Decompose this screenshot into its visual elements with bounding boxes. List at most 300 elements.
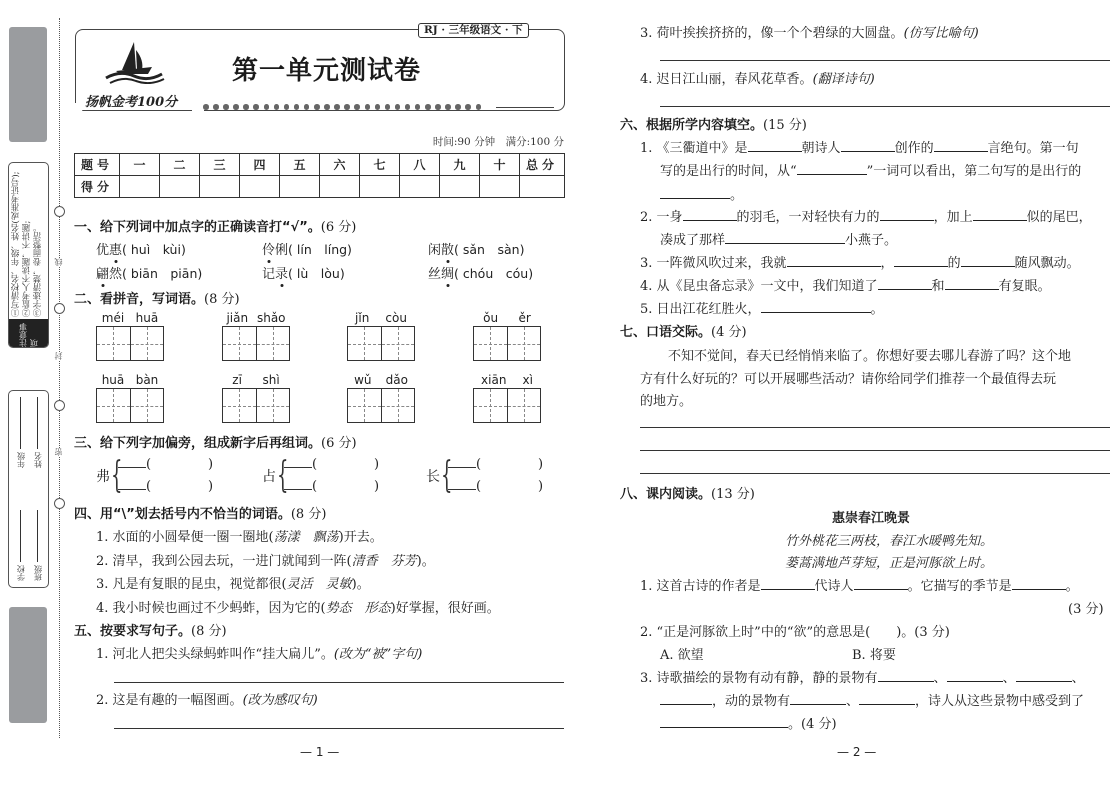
- radical-answer-row[interactable]: [448, 478, 543, 494]
- info-column-right: [31, 397, 45, 581]
- item-text: 这是有趣的一幅图画。: [112, 693, 243, 708]
- fill-blank[interactable]: [761, 577, 815, 590]
- pinyin-syllable: méi: [101, 311, 125, 325]
- separator: 、: [1002, 671, 1016, 686]
- radical-answer-row[interactable]: [118, 478, 213, 494]
- notice-item: ②监考人不读题，不讲题;: [22, 220, 32, 317]
- sentence-item: [96, 643, 422, 662]
- fill-text: 小燕子。: [845, 233, 898, 248]
- pinyin-label: [347, 310, 415, 326]
- item-number: 2.: [96, 554, 109, 569]
- item-text-end: )开去。: [338, 530, 383, 545]
- fill-item-2-cont: [660, 229, 897, 248]
- fill-blank[interactable]: [854, 577, 908, 590]
- time-score-info: 时间:90 分钟 满分:100 分: [432, 136, 564, 148]
- item-text: 荷叶挨挨挤挤的，像一个个碧绿的大圆盘。: [656, 26, 904, 41]
- pinyin-label: [347, 372, 415, 388]
- grade-subject-tag: RJ · 三年级语文 · 下: [418, 23, 529, 38]
- item-hint: (仿写比喻句): [903, 26, 979, 41]
- score-table: [74, 153, 565, 198]
- paren-close: ): [374, 457, 380, 472]
- brace-icon: {: [441, 455, 453, 496]
- fill-text: 凑成了那样: [660, 233, 726, 248]
- fill-text: ”一词可以看出，第二句写的是出行的: [866, 164, 1082, 179]
- pronunciation-item: [428, 239, 524, 258]
- fill-blank[interactable]: [761, 300, 871, 313]
- item-text-end: )好掌握，很好画。: [390, 601, 500, 616]
- sentence-item: [640, 22, 979, 41]
- fill-blank[interactable]: [934, 139, 988, 152]
- section-points: (4 分): [711, 325, 747, 340]
- fill-blank[interactable]: [1012, 577, 1066, 590]
- name-field[interactable]: [33, 397, 44, 468]
- section-points: (13 分): [711, 487, 755, 502]
- reading-q3: [640, 667, 1085, 686]
- paren-open: (: [146, 479, 152, 494]
- row-label-score: 得分: [75, 176, 120, 198]
- binding-hole-circle: [54, 400, 65, 411]
- fill-text: 。: [730, 188, 744, 203]
- sailboat-logo-icon: [100, 40, 170, 84]
- word-choices[interactable]: 势态 形态: [325, 601, 391, 616]
- cut-label-mi: 密: [54, 448, 63, 456]
- paren-open: (: [476, 457, 482, 472]
- word-choices[interactable]: 清香 芬芳: [351, 554, 417, 569]
- fill-blank[interactable]: [894, 254, 948, 267]
- item-text: 清早，我到公园去玩，一进门就闻到一阵(: [112, 554, 352, 569]
- pinyin-choices[interactable]: ( lù lòu): [288, 266, 345, 281]
- option-a[interactable]: A. 欲望: [660, 648, 704, 663]
- item-hint: (改为感叹句): [242, 693, 318, 708]
- fill-blank[interactable]: [880, 208, 934, 221]
- binding-cut-line: [59, 18, 60, 738]
- word-char: 俐: [275, 243, 289, 258]
- class-label: 班级: [33, 565, 43, 581]
- fill-text: 有复眼。: [998, 279, 1051, 294]
- answer-line[interactable]: [640, 473, 1110, 474]
- section-points: (8 分): [204, 292, 240, 307]
- fill-blank[interactable]: [725, 231, 845, 244]
- pinyin-label: [222, 310, 290, 326]
- writing-grid[interactable]: [222, 326, 290, 361]
- brand-underline: [82, 110, 192, 111]
- item-text: 河北人把尖头绿蚂蚱叫作“挂大扁儿”。: [112, 647, 334, 662]
- pinyin-syllable: huā: [101, 373, 125, 387]
- dotted-char: 散: [441, 239, 454, 258]
- pinyin-syllable: jǐn: [355, 311, 370, 325]
- radical-item: [96, 456, 216, 496]
- pinyin-label: [96, 310, 164, 326]
- pinyin-syllable: jiǎn: [226, 311, 249, 325]
- poem-line: 蒌蒿满地芦芽短，正是河豚欲上时。: [785, 556, 994, 571]
- fill-text: 3. 诗歌描绘的景物有动有静，静的景物有: [640, 671, 878, 686]
- score-cell[interactable]: [400, 176, 440, 198]
- section-2-heading: [74, 288, 240, 307]
- pinyin-word-group: [347, 310, 415, 361]
- fill-item-4: [640, 275, 1051, 294]
- fill-text: ，加上: [933, 210, 973, 225]
- pronunciation-item: [96, 263, 202, 282]
- paren-close: ): [374, 479, 380, 494]
- score-cell[interactable]: [200, 176, 240, 198]
- oral-prompt-line: 的地方。: [640, 394, 693, 409]
- item-hint: (改为“被”字句): [333, 647, 423, 662]
- paren-close: ): [208, 457, 214, 472]
- fill-item-1-cont: [660, 184, 743, 203]
- section-points: (15 分): [763, 118, 807, 133]
- item-text: 凡是有复眼的昆虫，视觉都很(: [112, 577, 287, 592]
- pinyin-syllable: xì: [522, 373, 533, 387]
- page-number-2: — 2 —: [837, 745, 877, 759]
- col-header: 一: [120, 154, 160, 176]
- item-number: 3.: [640, 26, 653, 41]
- score-cell[interactable]: [280, 176, 320, 198]
- answer-line[interactable]: [640, 427, 1110, 428]
- radical-item: [262, 456, 382, 496]
- paren-open: (: [312, 457, 318, 472]
- paren-close: ): [208, 479, 214, 494]
- word-char: 优: [96, 243, 110, 258]
- brace-icon: {: [111, 455, 123, 496]
- reading-q3-cont: [660, 690, 1084, 709]
- item-text-end: )。: [351, 577, 370, 592]
- fill-text: 1. 《三衢道中》是: [640, 141, 748, 156]
- fill-blank[interactable]: [660, 715, 788, 728]
- pinyin-word-group: [473, 310, 541, 361]
- fill-text: 创作的: [894, 141, 934, 156]
- item-hint: (翻译诗句): [812, 72, 875, 87]
- item-number: 1.: [96, 530, 109, 545]
- pinyin-choices[interactable]: ( lín líng): [288, 242, 352, 257]
- radical-answer-row[interactable]: [448, 456, 543, 472]
- pinyin-label: [96, 372, 164, 388]
- col-header: 五: [280, 154, 320, 176]
- item-text: 水面的小圆晕便一圈一圈地(: [112, 530, 274, 545]
- poem-title: 惠崇春江晚景: [832, 511, 911, 526]
- notice-item: ③字迹清楚，卷面整洁。: [33, 223, 43, 317]
- score-cell[interactable]: [440, 176, 480, 198]
- score-cell[interactable]: [480, 176, 520, 198]
- choice-item: [96, 597, 500, 616]
- col-header: 九: [440, 154, 480, 176]
- decorative-dots: [203, 104, 481, 110]
- item-number: 4.: [640, 72, 653, 87]
- fill-blank[interactable]: [660, 692, 712, 705]
- dotted-char: 绸: [441, 263, 454, 282]
- oral-prompt-line: 方有什么好玩的？可以开展哪些活动？请你给同学们推荐一个最值得去玩: [640, 372, 1057, 387]
- fill-text: 似的尾巴，: [1026, 210, 1092, 225]
- binding-hole-circle: [54, 303, 65, 314]
- section-points: (8 分): [290, 507, 327, 522]
- sentence-item: [96, 689, 318, 708]
- radical-answer-row[interactable]: [284, 478, 379, 494]
- reading-q1: [640, 575, 1079, 594]
- class-field[interactable]: [33, 510, 44, 581]
- base-char: 占: [262, 469, 276, 485]
- pinyin-choices[interactable]: ( chóu cóu): [454, 266, 534, 281]
- pinyin-syllable: ěr: [518, 311, 531, 325]
- sentence-item: [640, 68, 875, 87]
- reading-q1-points: (3 分): [1068, 602, 1104, 617]
- word-char: 闲: [428, 243, 442, 258]
- reading-q2: 2. “正是河豚欲上时”中的“欲”的意思是( )。(3 分): [640, 625, 950, 640]
- item-text-end: )。: [416, 554, 435, 569]
- pronunciation-item: [428, 263, 533, 282]
- name-label: 姓名: [33, 452, 43, 468]
- section-points: (6 分): [320, 220, 357, 235]
- fill-blank[interactable]: [973, 208, 1027, 221]
- section-1-heading: [74, 216, 356, 235]
- pinyin-choices[interactable]: ( huì kùi): [122, 242, 186, 257]
- info-column-left: [14, 397, 28, 581]
- pinyin-word-group: [222, 372, 290, 423]
- section-title: 五、按要求写句子。: [74, 624, 192, 639]
- fill-blank[interactable]: [878, 277, 932, 290]
- fill-text: 1. 这首古诗的作者是: [640, 579, 761, 594]
- word-char: 丝: [428, 267, 442, 282]
- answer-line[interactable]: [660, 60, 1110, 61]
- writing-grid[interactable]: [96, 388, 164, 423]
- separator: 、: [1071, 671, 1085, 686]
- pinyin-syllable: ǒu: [483, 311, 499, 325]
- fill-blank[interactable]: [660, 186, 730, 199]
- base-char: 弗: [96, 469, 110, 485]
- fill-blank[interactable]: [947, 669, 1003, 682]
- binding-hole-circle: [54, 206, 65, 217]
- item-number: 1.: [96, 647, 109, 662]
- pronunciation-item: [96, 239, 186, 258]
- section-6-heading: [620, 114, 807, 133]
- fill-item-1-cont: [660, 160, 1081, 179]
- fill-item-5: [640, 298, 884, 317]
- fill-text: 写的是出行的时间，从“: [660, 164, 797, 179]
- score-cell[interactable]: [120, 176, 160, 198]
- answer-line[interactable]: [660, 106, 1110, 107]
- word-char: 记: [262, 267, 276, 282]
- fill-text: ，动的景物有: [712, 694, 791, 709]
- section-4-heading: [74, 503, 326, 522]
- word-choices[interactable]: 荡漾 飘荡: [273, 530, 339, 545]
- section-title: 一、给下列词中加点字的正确读音打“√”。: [74, 220, 321, 235]
- pinyin-choices[interactable]: ( sǎn sàn): [454, 242, 525, 257]
- choice-item: [96, 526, 383, 545]
- paren-open: (: [476, 479, 482, 494]
- cut-label-feng: 封: [54, 352, 63, 360]
- fill-item-2: [640, 206, 1092, 225]
- fill-text: ，诗人从这些景物中感受到了: [915, 694, 1085, 709]
- fill-text: 代诗人: [814, 579, 854, 594]
- fill-text: 4. 从《昆虫备忘录》一文中，我们知道了: [640, 279, 878, 294]
- poem-line: 竹外桃花三两枝，春江水暖鸭先知。: [785, 534, 994, 549]
- pronunciation-item: [262, 239, 352, 258]
- section-3-heading: [74, 432, 357, 451]
- row-label-question-number: 题号: [75, 154, 120, 176]
- fill-blank[interactable]: [790, 692, 846, 705]
- fill-text: 言绝句。第一句: [987, 141, 1079, 156]
- exam-notice-box: [8, 162, 49, 348]
- pinyin-syllable: shì: [262, 373, 280, 387]
- writing-grid[interactable]: [347, 326, 415, 361]
- radical-answer-row[interactable]: [284, 456, 379, 472]
- score-cell[interactable]: [240, 176, 280, 198]
- choice-item: [96, 550, 435, 569]
- notice-title: 注意事项: [9, 319, 48, 347]
- fill-text: 的羽毛，一对轻快有力的: [736, 210, 880, 225]
- fill-text: 的: [947, 256, 961, 271]
- paren-open: (: [312, 479, 318, 494]
- section-title: 八、课内阅读。: [620, 487, 712, 502]
- item-number: 4.: [96, 601, 109, 616]
- score-cell[interactable]: [360, 176, 400, 198]
- item-number: 2.: [96, 693, 109, 708]
- dotted-char: 录: [275, 263, 288, 282]
- binding-gray-block-top: [9, 27, 47, 142]
- pinyin-label: [473, 310, 541, 326]
- section-7-heading: [620, 321, 747, 340]
- oral-prompt-line: 不知不觉间，春天已经悄悄来临了。你想好要去哪儿春游了吗？这个地: [668, 349, 1072, 364]
- score-cell[interactable]: [160, 176, 200, 198]
- decorative-line: [496, 107, 554, 108]
- word-char: 然: [109, 267, 123, 282]
- pinyin-syllable: xiān: [481, 373, 507, 387]
- section-5-heading: [74, 620, 227, 639]
- score-table-header-row: [75, 154, 565, 176]
- col-header: 二: [160, 154, 200, 176]
- section-title: 二、看拼音，写词语。: [74, 292, 205, 307]
- radical-item: [426, 456, 546, 496]
- writing-grid[interactable]: [347, 388, 415, 423]
- grade-label: 年级: [16, 452, 26, 468]
- school-field[interactable]: [16, 510, 27, 581]
- writing-grid[interactable]: [473, 388, 541, 423]
- score-table-score-row: [75, 176, 565, 198]
- notice-items: [11, 165, 47, 317]
- pinyin-syllable: wǔ: [354, 373, 372, 387]
- writing-grid[interactable]: [96, 326, 164, 361]
- col-header: 七: [360, 154, 400, 176]
- pinyin-syllable: bàn: [135, 373, 159, 387]
- col-header: 八: [400, 154, 440, 176]
- paren-open: (: [146, 457, 152, 472]
- fill-blank[interactable]: [1016, 669, 1072, 682]
- pinyin-syllable: huā: [135, 311, 159, 325]
- fill-text: 2. 一身: [640, 210, 683, 225]
- page-title: 第一单元测试卷: [232, 56, 422, 86]
- fill-item-1: [640, 137, 1079, 156]
- grade-field[interactable]: [16, 397, 27, 468]
- col-header: 六: [320, 154, 360, 176]
- page-number-1: — 1 —: [300, 745, 340, 759]
- score-cell-total[interactable]: [520, 176, 565, 198]
- paren-close: ): [538, 479, 544, 494]
- choice-item: [96, 573, 370, 592]
- pinyin-label: [473, 372, 541, 388]
- fill-text: 。: [1065, 579, 1079, 594]
- school-label: 学校: [16, 565, 26, 581]
- section-points: (6 分): [321, 436, 357, 451]
- writing-grid[interactable]: [222, 388, 290, 423]
- fill-blank[interactable]: [841, 139, 895, 152]
- fill-blank[interactable]: [787, 254, 881, 267]
- pinyin-label: [222, 372, 290, 388]
- item-number: 3.: [96, 577, 109, 592]
- pinyin-syllable: shǎo: [256, 311, 286, 325]
- col-header-total: 总分: [520, 154, 565, 176]
- fill-blank[interactable]: [961, 254, 1015, 267]
- fill-text: 5. 日出江花红胜火，: [640, 302, 761, 317]
- writing-grid[interactable]: [473, 326, 541, 361]
- pinyin-word-group: [347, 372, 415, 423]
- brace-icon: {: [277, 455, 289, 496]
- fill-text: 朝诗人: [801, 141, 841, 156]
- answer-line[interactable]: [640, 450, 1110, 451]
- col-header: 四: [240, 154, 280, 176]
- score-cell[interactable]: [320, 176, 360, 198]
- section-8-heading: [620, 483, 755, 502]
- fill-text: 3. 一阵微风吹过来，我就: [640, 256, 787, 271]
- section-title: 三、给下列字加偏旁，组成新字后再组词。: [74, 436, 322, 451]
- fill-text: 和: [931, 279, 945, 294]
- dotted-char: 翩: [96, 263, 109, 282]
- cut-label-xian: 线: [54, 258, 63, 266]
- fill-item-3: [640, 252, 1080, 271]
- col-header: 十: [480, 154, 520, 176]
- paren-close: ): [538, 457, 544, 472]
- dotted-char: 惠: [109, 239, 122, 258]
- fill-blank[interactable]: [683, 208, 737, 221]
- section-title: 四、用“\”划去括号内不恰当的词语。: [74, 507, 291, 522]
- answer-line[interactable]: [114, 728, 564, 729]
- fill-text: 。它描写的季节是: [907, 579, 1012, 594]
- pronunciation-item: [262, 263, 345, 282]
- binding-hole-circle: [54, 498, 65, 509]
- pinyin-word-group: [473, 372, 541, 423]
- separator: 、: [933, 671, 947, 686]
- fill-blank[interactable]: [859, 692, 915, 705]
- binding-gray-block-bottom: [9, 607, 47, 723]
- reading-q3-cont: [660, 713, 837, 732]
- pinyin-syllable: dǎo: [385, 373, 408, 387]
- pinyin-syllable: còu: [385, 311, 407, 325]
- word-choices[interactable]: 灵活 灵敏: [286, 577, 352, 592]
- pinyin-word-group: [222, 310, 290, 361]
- section-title: 七、口语交际。: [620, 325, 712, 340]
- fill-text: 。: [870, 302, 884, 317]
- fill-blank[interactable]: [797, 162, 867, 175]
- student-info-box: [8, 390, 49, 588]
- separator: 、: [846, 694, 860, 709]
- base-char: 长: [426, 469, 440, 485]
- fill-blank[interactable]: [748, 139, 802, 152]
- item-text: 我小时候也画过不少蚂蚱，因为它的(: [112, 601, 326, 616]
- pinyin-syllable: zī: [232, 373, 242, 387]
- radical-answer-row[interactable]: [118, 456, 213, 472]
- fill-blank[interactable]: [945, 277, 999, 290]
- col-header: 三: [200, 154, 240, 176]
- option-b[interactable]: B. 将要: [852, 648, 896, 663]
- notice-item: ①写清校名、年级、姓名(或准考证号);: [11, 171, 21, 317]
- dotted-char: 伶: [262, 239, 275, 258]
- fill-text: ，: [880, 256, 894, 271]
- pinyin-choices[interactable]: ( biān piān): [122, 266, 203, 281]
- fill-text: 随风飘动。: [1014, 256, 1080, 271]
- fill-blank[interactable]: [878, 669, 934, 682]
- section-points: (8 分): [191, 624, 227, 639]
- answer-line[interactable]: [114, 682, 564, 683]
- pinyin-word-group: [96, 372, 164, 423]
- section-title: 六、根据所学内容填空。: [620, 118, 764, 133]
- brand-name: 扬帆金考100分: [85, 95, 178, 110]
